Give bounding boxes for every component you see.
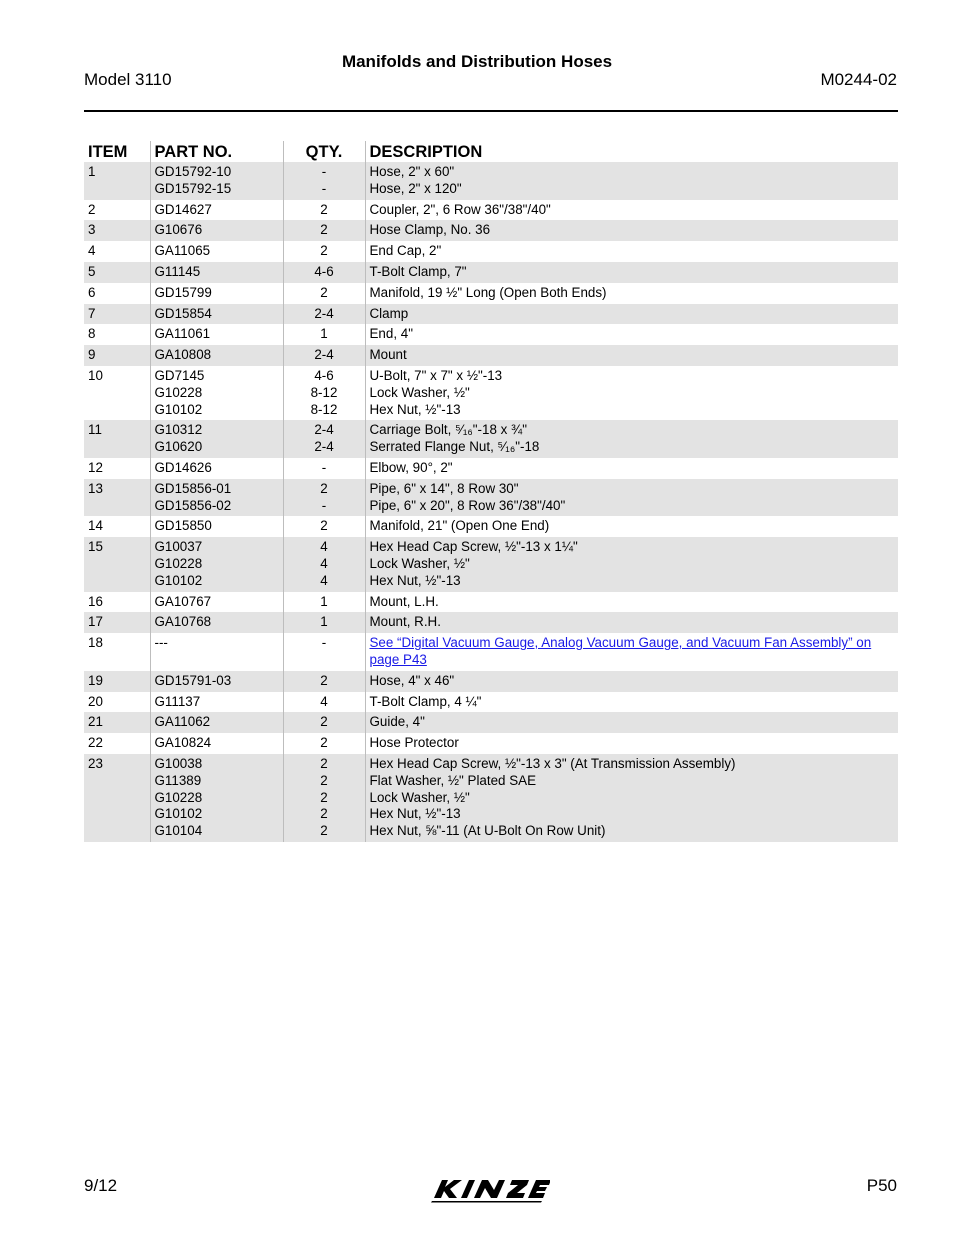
part-number: GD15792-10 — [154, 164, 232, 179]
document-number: M0244-02 — [820, 70, 897, 89]
table-row — [84, 420, 898, 458]
description: Lock Washer, ½" — [369, 555, 470, 571]
description-cell — [365, 479, 898, 517]
quantity: 2-4 — [314, 347, 334, 363]
part-number-cell — [150, 537, 283, 591]
table-row — [84, 241, 898, 262]
part-number: G10676 — [154, 222, 203, 238]
description-cell — [365, 516, 898, 537]
description-cell — [365, 200, 898, 221]
parts-table — [84, 141, 898, 842]
description: Hex Head Cap Screw, ½"-13 x 3" (At Transmission Assembly) — [369, 755, 736, 771]
part-number: GA11061 — [154, 326, 211, 342]
quantity-cell — [283, 458, 365, 479]
column-header-qty: QTY. — [283, 141, 365, 162]
part-number-cell — [150, 516, 283, 537]
description: U-Bolt, 7" x 7" x ½"-13 — [369, 367, 503, 383]
item-number: 7 — [84, 304, 150, 325]
quantity-cell — [283, 220, 365, 241]
item-number: 12 — [88, 459, 103, 475]
part-number: G10620 — [154, 439, 203, 455]
table-row — [84, 304, 898, 325]
part-number: G11389 — [154, 772, 202, 788]
table-row — [84, 366, 898, 420]
quantity-cell — [283, 262, 365, 283]
part-number-cell — [150, 345, 283, 366]
quantity: 2-4 — [314, 439, 334, 455]
item-number: 15 — [84, 537, 150, 591]
table-row — [84, 479, 898, 517]
table-row — [84, 162, 898, 200]
description-cell — [365, 612, 898, 633]
table-row — [84, 200, 898, 221]
quantity-cell — [283, 671, 365, 692]
description-cell — [365, 733, 898, 754]
quantity-cell — [283, 633, 365, 671]
kinze-logo — [430, 1176, 550, 1204]
quantity-cell — [283, 420, 365, 458]
description: Mount — [369, 347, 407, 363]
part-number-cell — [150, 324, 283, 345]
part-number: G10102 — [154, 806, 203, 822]
description: T-Bolt Clamp, 4 ¼" — [369, 693, 482, 709]
part-number-cell — [150, 712, 283, 733]
quantity: 8-12 — [310, 384, 338, 400]
description: Manifold, 21" (Open One End) — [369, 518, 550, 534]
quantity-cell — [283, 712, 365, 733]
revision-date: 9/12 — [84, 1176, 118, 1195]
table-row — [84, 671, 898, 692]
description: Carriage Bolt, ⁵⁄₁₆"-18 x ¾" — [369, 422, 527, 438]
table-row — [84, 712, 898, 733]
description-cell — [365, 671, 898, 692]
table-row — [84, 262, 898, 283]
quantity-cell — [283, 692, 365, 713]
description: T-Bolt Clamp, 7" — [369, 263, 467, 279]
quantity: - — [321, 635, 327, 651]
part-number: GD15791-03 — [154, 672, 232, 688]
item-number: 1 — [84, 162, 150, 200]
part-number: G10037 — [154, 539, 203, 555]
part-number: G11145 — [154, 263, 201, 279]
quantity-cell — [283, 366, 365, 420]
quantity: - — [321, 497, 327, 513]
part-number-cell — [150, 479, 283, 517]
quantity: 2 — [320, 672, 328, 688]
table-row — [84, 458, 898, 479]
part-number: G10102 — [154, 572, 203, 588]
quantity: 4-6 — [314, 367, 334, 383]
quantity: 2 — [320, 222, 328, 238]
description-cell — [365, 537, 898, 591]
table-row — [84, 516, 898, 537]
parts-table-body — [84, 162, 898, 842]
quantity: 4 — [320, 539, 328, 555]
part-number: G10228 — [154, 555, 203, 571]
part-number-cell — [150, 592, 283, 613]
quantity: 4 — [320, 555, 328, 571]
quantity: 2 — [320, 518, 328, 534]
quantity: 1 — [320, 593, 328, 609]
part-number: GD15854 — [154, 305, 212, 321]
part-number-cell — [150, 200, 283, 221]
quantity: 2 — [320, 284, 328, 300]
description-cell — [365, 324, 898, 345]
quantity-cell — [283, 754, 365, 842]
quantity: 2 — [320, 735, 328, 751]
table-row — [84, 633, 898, 671]
table-row — [84, 345, 898, 366]
table-row — [84, 733, 898, 754]
quantity-cell — [283, 345, 365, 366]
cross-reference-link[interactable]: See “Digital Vacuum Gauge, Analog Vacuum Gauge, and Vacuum Fan Assembly” on page P43 — [369, 635, 872, 667]
part-number: GD15856-02 — [154, 497, 232, 513]
quantity: 4 — [320, 572, 328, 588]
description-cell — [365, 754, 898, 842]
part-number-cell — [150, 283, 283, 304]
description: Hose, 4" x 46" — [369, 672, 455, 688]
item-number: 13 — [84, 479, 150, 517]
part-number: GD15792-15 — [154, 180, 232, 196]
quantity-cell — [283, 733, 365, 754]
part-number-cell — [150, 458, 283, 479]
quantity-cell — [283, 324, 365, 345]
quantity: 2 — [320, 201, 328, 217]
description: Hex Nut, ½"-13 — [369, 806, 461, 822]
description: Guide, 4" — [369, 714, 425, 730]
description-cell — [365, 366, 898, 420]
description: Hose, 2" x 60" — [369, 164, 455, 179]
description-cell — [365, 458, 898, 479]
column-header-description: DESCRIPTION — [365, 141, 898, 162]
quantity-cell — [283, 283, 365, 304]
part-number-cell — [150, 220, 283, 241]
part-number: GA10768 — [154, 614, 212, 630]
quantity-cell — [283, 516, 365, 537]
part-number-cell — [150, 754, 283, 842]
part-number: GA10767 — [154, 593, 212, 609]
page-title: Manifolds and Distribution Hoses — [341, 52, 613, 71]
quantity-cell — [283, 537, 365, 591]
description: Hose Clamp, No. 36 — [369, 222, 491, 238]
part-number-cell — [150, 733, 283, 754]
description: Lock Washer, ½" — [369, 384, 470, 400]
quantity: 2-4 — [314, 305, 334, 321]
column-header-item: ITEM — [88, 143, 128, 161]
table-row — [84, 612, 898, 633]
table-row — [84, 283, 898, 304]
model-label: Model 3110 — [84, 70, 172, 89]
item-number: 17 — [84, 612, 150, 633]
quantity-cell — [283, 612, 365, 633]
quantity-cell — [283, 162, 365, 200]
quantity: 4-6 — [314, 263, 334, 279]
quantity: 2-4 — [314, 422, 334, 438]
part-number: --- — [154, 635, 168, 651]
description-cell — [365, 692, 898, 713]
quantity-cell — [283, 200, 365, 221]
item-number: 9 — [84, 345, 150, 366]
description: Hex Nut, ½"-13 — [369, 401, 461, 417]
description-cell — [365, 162, 898, 200]
description: Mount, R.H. — [369, 614, 441, 630]
table-row — [84, 324, 898, 345]
description: Flat Washer, ½" Plated SAE — [369, 772, 537, 788]
part-number-cell — [150, 633, 283, 671]
page-number: P50 — [866, 1176, 897, 1195]
table-row — [84, 692, 898, 713]
part-number-cell — [150, 612, 283, 633]
quantity: - — [321, 180, 327, 196]
table-row — [84, 754, 898, 842]
item-number: 19 — [84, 671, 150, 692]
description: Mount, L.H. — [369, 593, 439, 609]
description-cell — [365, 283, 898, 304]
part-number: GA10824 — [154, 735, 212, 751]
part-number-cell — [150, 692, 283, 713]
item-number: 22 — [88, 735, 103, 751]
part-number-cell — [150, 262, 283, 283]
quantity: 2 — [320, 243, 328, 259]
part-number: G10104 — [154, 823, 203, 839]
quantity: 1 — [320, 326, 328, 342]
part-number: GA11062 — [154, 714, 211, 730]
part-number-cell — [150, 420, 283, 458]
item-number: 3 — [84, 220, 150, 241]
item-number: 21 — [84, 712, 150, 733]
description: Hose Protector — [369, 735, 459, 751]
description: Serrated Flange Nut, ⁵⁄₁₆"-18 — [369, 439, 540, 455]
header-divider — [84, 110, 898, 112]
item-number: 5 — [84, 262, 150, 283]
description-cell — [365, 304, 898, 325]
part-number: GD15850 — [154, 518, 212, 534]
description-cell — [365, 220, 898, 241]
description-cell — [365, 712, 898, 733]
quantity: 2 — [320, 772, 328, 788]
part-number: GD15799 — [154, 284, 212, 300]
quantity: 8-12 — [310, 401, 338, 417]
column-header-part-no: PART NO. — [150, 141, 283, 162]
description-cell — [365, 241, 898, 262]
item-number: 10 — [88, 367, 103, 383]
description: Hex Nut, ½"-13 — [369, 572, 461, 588]
description: Manifold, 19 ½" Long (Open Both Ends) — [369, 284, 607, 300]
quantity: - — [321, 164, 327, 179]
description: Pipe, 6" x 20", 8 Row 36"/38"/40" — [369, 497, 566, 513]
item-number: 20 — [88, 693, 103, 709]
description-cell — [365, 633, 898, 671]
item-number: 16 — [88, 593, 103, 609]
part-number: G10228 — [154, 789, 203, 805]
item-number: 14 — [88, 518, 103, 534]
part-number: GD7145 — [154, 367, 205, 383]
table-header-row — [84, 141, 898, 162]
quantity: 2 — [320, 480, 328, 496]
part-number-cell — [150, 366, 283, 420]
description: Coupler, 2", 6 Row 36"/38"/40" — [369, 201, 551, 217]
part-number: G10102 — [154, 401, 203, 417]
table-row — [84, 592, 898, 613]
part-number: GA11065 — [154, 243, 211, 259]
part-number: GD14627 — [154, 201, 212, 217]
description: Elbow, 90°, 2" — [369, 459, 453, 475]
part-number-cell — [150, 671, 283, 692]
item-number: 8 — [88, 326, 96, 342]
quantity: 2 — [320, 755, 328, 771]
quantity: 2 — [320, 806, 328, 822]
part-number: GA10808 — [154, 347, 212, 363]
part-number: GD15856-01 — [154, 480, 232, 496]
item-number: 4 — [88, 243, 96, 259]
quantity-cell — [283, 241, 365, 262]
quantity: 1 — [320, 614, 328, 630]
part-number: G10038 — [154, 755, 203, 771]
item-number: 11 — [84, 420, 150, 458]
item-number: 2 — [88, 201, 96, 217]
part-number-cell — [150, 162, 283, 200]
description: Pipe, 6" x 14", 8 Row 30" — [369, 480, 519, 496]
part-number: G10228 — [154, 384, 203, 400]
description: Hose, 2" x 120" — [369, 180, 462, 196]
quantity: - — [321, 459, 327, 475]
table-row — [84, 220, 898, 241]
quantity-cell — [283, 304, 365, 325]
quantity: 2 — [320, 714, 328, 730]
item-number: 23 — [84, 754, 150, 842]
description: End Cap, 2" — [369, 243, 442, 259]
item-number: 6 — [88, 284, 96, 300]
quantity-cell — [283, 479, 365, 517]
table-row — [84, 537, 898, 591]
description: Hex Nut, ⅝"-11 (At U-Bolt On Row Unit) — [369, 823, 606, 839]
description-cell — [365, 262, 898, 283]
part-number-cell — [150, 304, 283, 325]
quantity-cell — [283, 592, 365, 613]
description: Hex Head Cap Screw, ½"-13 x 1¼" — [369, 539, 578, 555]
part-number: GD14626 — [154, 459, 212, 475]
description: Lock Washer, ½" — [369, 789, 470, 805]
description-cell — [365, 592, 898, 613]
description-cell — [365, 345, 898, 366]
quantity: 2 — [320, 789, 328, 805]
item-number: 18 — [88, 635, 103, 651]
part-number: G10312 — [154, 422, 203, 438]
description: Clamp — [369, 305, 409, 321]
part-number-cell — [150, 241, 283, 262]
quantity: 2 — [320, 823, 328, 839]
part-number: G11137 — [154, 693, 201, 709]
description-cell — [365, 420, 898, 458]
description: End, 4" — [369, 326, 413, 342]
quantity: 4 — [320, 693, 328, 709]
